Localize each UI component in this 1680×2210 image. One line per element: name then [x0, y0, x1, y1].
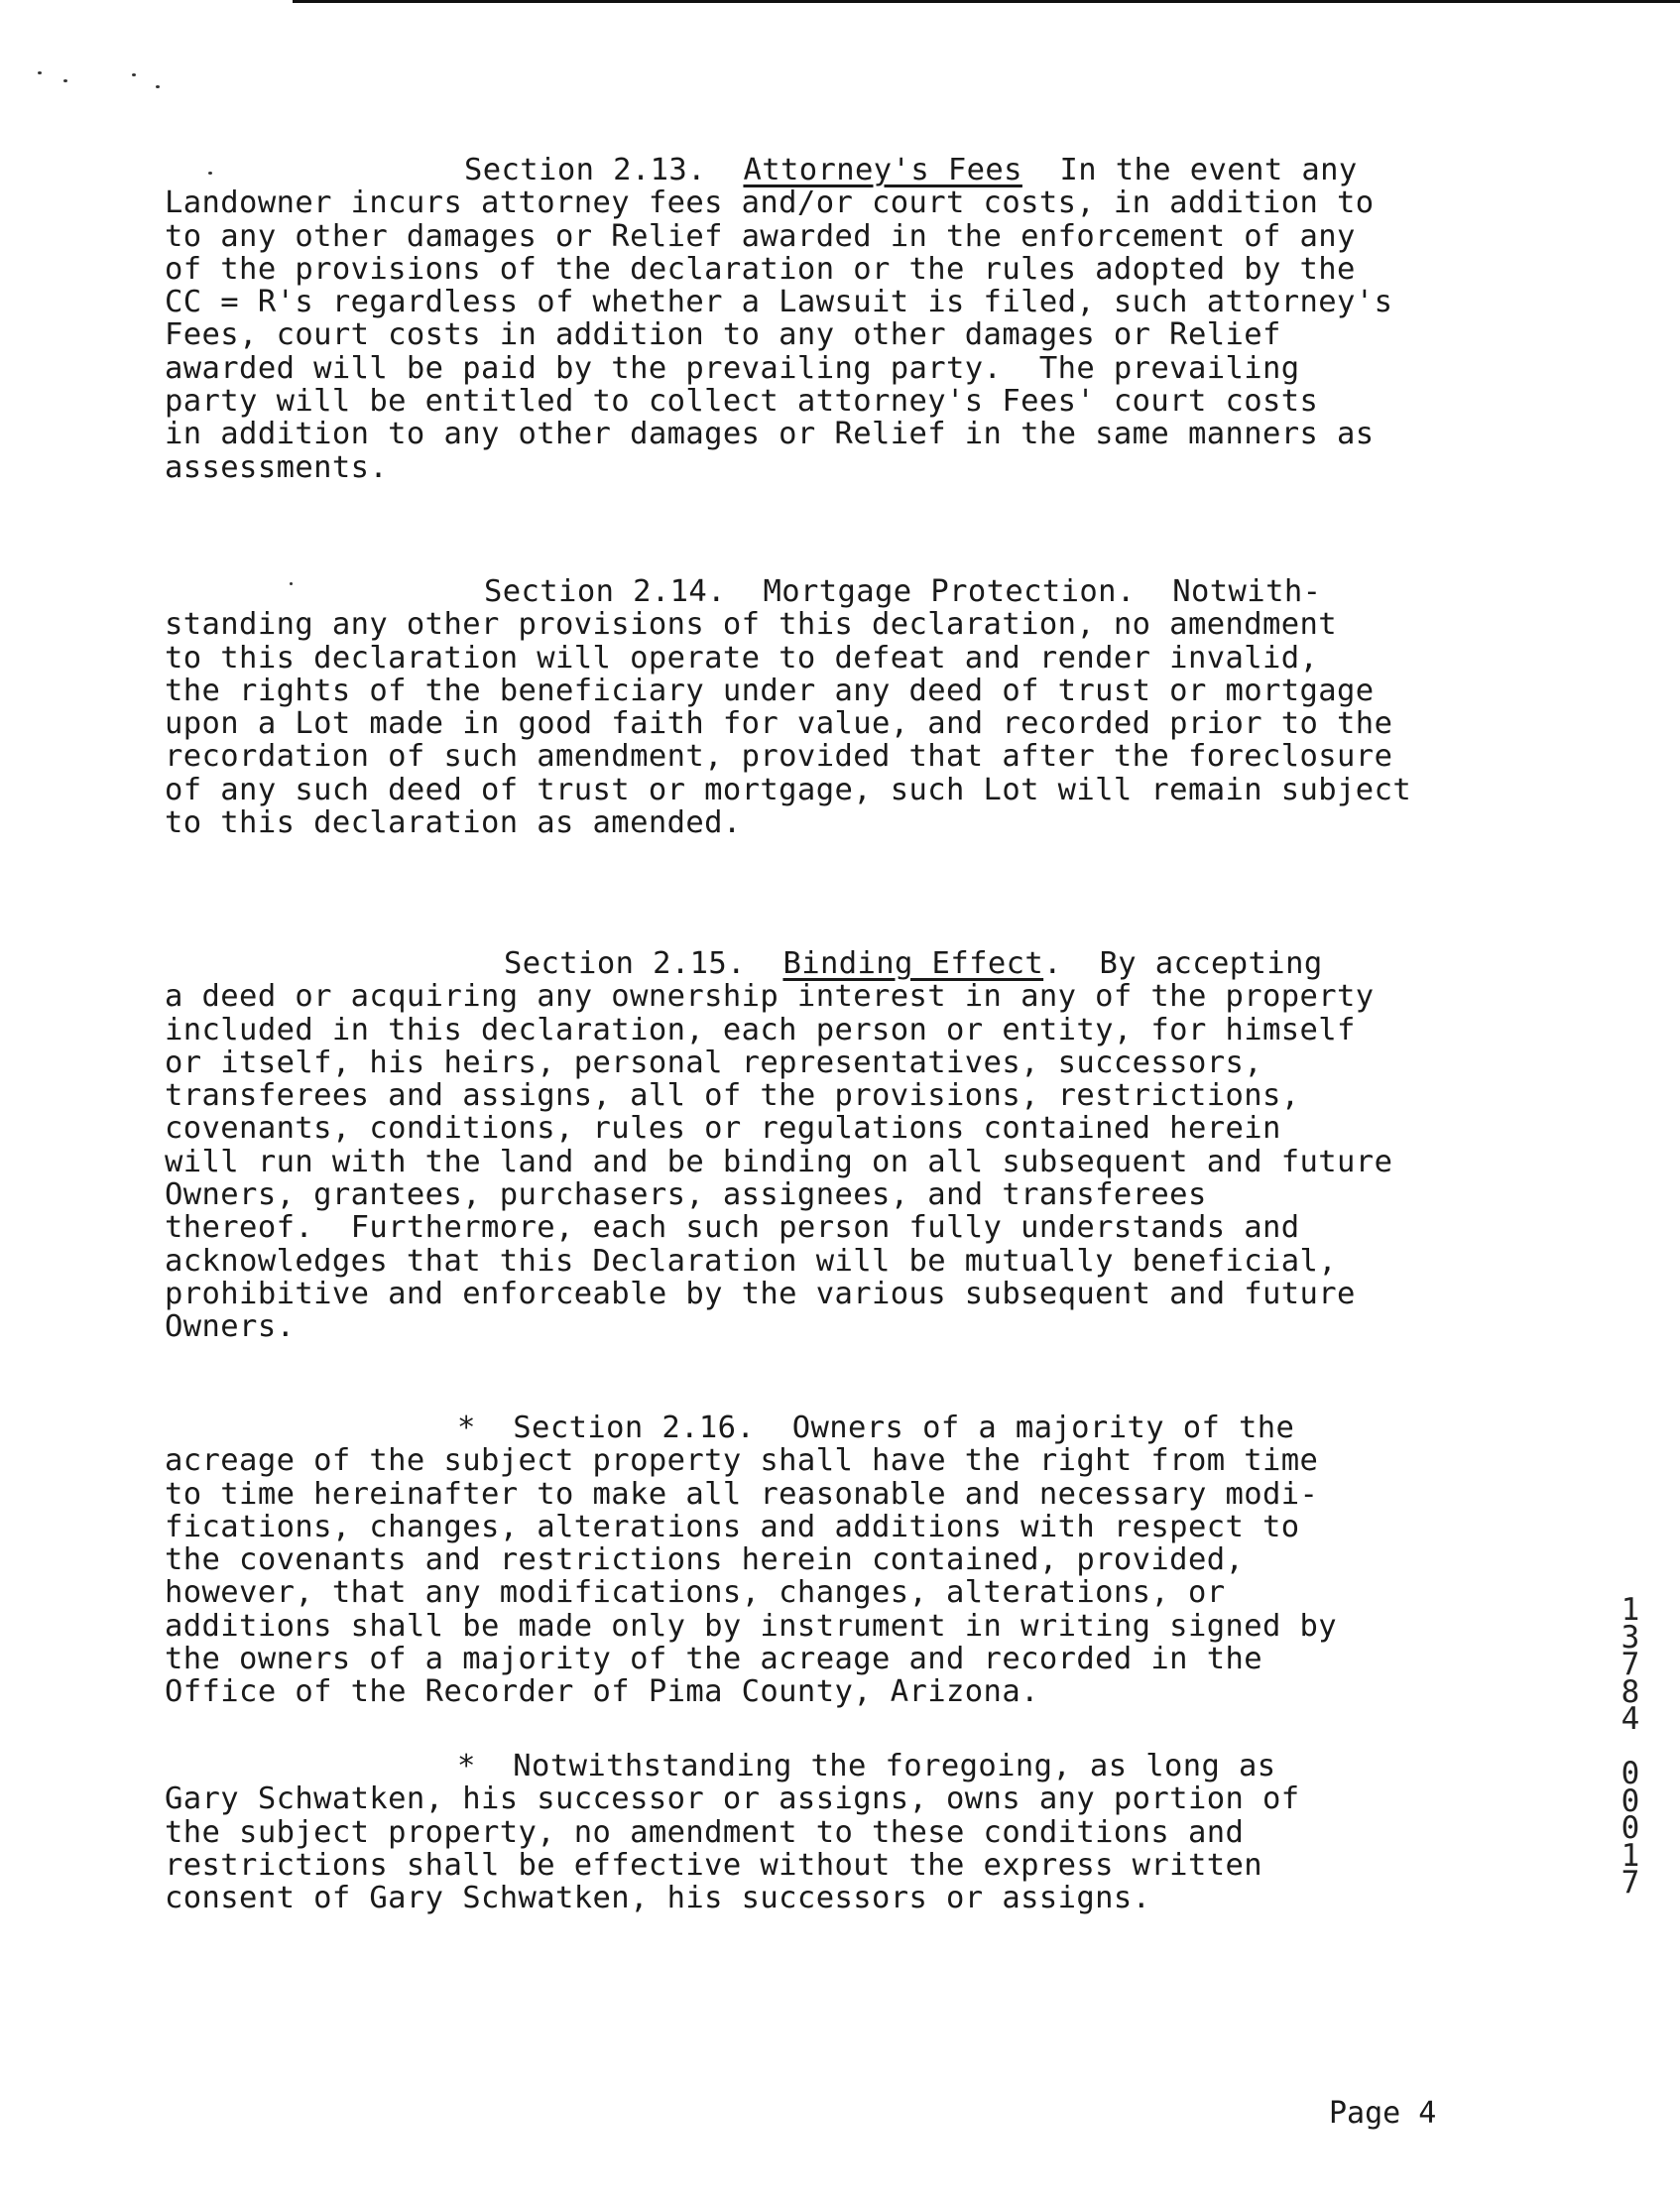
body-line: additions shall be made only by instrument in writing signed by [165, 1608, 1338, 1644]
body-line: recordation of such amendment, provided that after the foreclosure [165, 739, 1393, 775]
heading-continuation: By accepting [1099, 946, 1323, 981]
body-line: will run with the land and be binding on all subsequent and future [165, 1144, 1393, 1179]
section-heading-line [165, 575, 1533, 608]
body-line: awarded will be paid by the prevailing party. The prevailing [165, 350, 1300, 386]
section-heading-line [165, 1412, 1533, 1444]
body-line: fications, changes, alterations and additions with respect to [165, 1509, 1300, 1544]
body-line: the subject property, no amendment to these conditions and [165, 1814, 1245, 1850]
section-2-15 [165, 947, 1533, 1344]
section-number: Section 2.13. [464, 153, 706, 187]
body-line: Fees, court costs in addition to any other damages or Relief [165, 317, 1281, 353]
section-number: Section 2.14. [484, 574, 726, 609]
section-title: Mortgage Protection. [763, 574, 1136, 609]
body-line: or itself, his heirs, personal representatives, successors, [165, 1044, 1262, 1080]
body-line: standing any other provisions of this declaration, no amendment [165, 607, 1338, 643]
body-line: CC = R's regardless of whether a Lawsuit is filed, such attorney's [165, 285, 1393, 320]
body-line: the owners of a majority of the acreage and recorded in the [165, 1642, 1262, 1677]
body-line: included in this declaration, each person or entity, for himself [165, 1012, 1356, 1047]
body-line: covenants, conditions, rules or regulations contained herein [165, 1111, 1281, 1147]
body-line: a deed or acquiring any ownership interest in any of the property [165, 979, 1375, 1015]
body-line: the covenants and restrictions herein contained, provided, [165, 1542, 1245, 1578]
body-line: however, that any modifications, changes, alterations, or [165, 1575, 1226, 1611]
heading-continuation: Owners of a majority of the [791, 1411, 1295, 1445]
body-line: to this declaration as amended. [165, 805, 742, 841]
notwithstanding-paragraph [165, 1750, 1533, 1914]
section-heading-line: Section 2.15. Binding Effect. By accepting [504, 946, 1323, 981]
section-number: Section 2.15. [504, 946, 746, 981]
scan-speck [63, 79, 67, 82]
section-title: Binding Effect [782, 946, 1044, 981]
body-line: Office of the Recorder of Pima County, Arizona. [165, 1674, 1039, 1710]
section-2-16 [165, 1412, 1533, 1709]
body-line: in addition to any other damages or Relief in the same manners as [165, 417, 1375, 452]
body-line: assessments. [165, 449, 389, 485]
page-number: Page 4 [1329, 2096, 1437, 2131]
body-line: to time hereinafter to make all reasonable and necessary modi- [165, 1476, 1319, 1512]
body-line: acknowledges that this Declaration will be mutually beneficial, [165, 1243, 1338, 1279]
body-line: Landowner incurs attorney fees and/or court costs, in addition to [165, 185, 1375, 221]
body-line: prohibitive and enforceable by the various subsequent and future [165, 1276, 1356, 1311]
body-line: upon a Lot made in good faith for value, and recorded prior to the [165, 706, 1393, 742]
heading-continuation: Notwith- [1172, 574, 1322, 609]
heading-continuation: In the event any [1059, 153, 1358, 187]
body-line: transferees and assigns, all of the provisions, restrictions, [165, 1078, 1300, 1114]
body-line: party will be entitled to collect attorney's Fees' court costs [165, 384, 1319, 420]
body-line: Owners, grantees, purchasers, assignees, and transferees [165, 1177, 1207, 1213]
scan-speck [156, 85, 160, 88]
body-line: the rights of the beneficiary under any deed of trust or mortgage [165, 673, 1375, 708]
scan-speck [132, 73, 136, 76]
body-line: Owners. [165, 1309, 296, 1345]
paragraph-heading-line [165, 1750, 1533, 1782]
section-2-14 [165, 575, 1533, 839]
paragraph-lead: * Notwithstanding the foregoing, as long as [457, 1749, 1276, 1783]
body-line: to any other damages or Relief awarded in the enforcement of any [165, 218, 1356, 254]
recording-number-vertical: 1 3 7 8 4 0 0 0 1 7 [1620, 1592, 1640, 1901]
body-line: restrictions shall be effective without the express written [165, 1847, 1262, 1883]
body-line: of the provisions of the declaration or the rules adopted by the [165, 251, 1356, 287]
body-line: thereof. Furthermore, each such person fully understands and [165, 1210, 1300, 1246]
body-line: consent of Gary Schwatken, his successors or assigns. [165, 1881, 1151, 1916]
body-line: of any such deed of trust or mortgage, such Lot will remain subject [165, 772, 1412, 807]
body-line: to this declaration will operate to defeat and render invalid, [165, 640, 1319, 675]
body-line: acreage of the subject property shall have the right from time [165, 1443, 1319, 1479]
section-heading-line [165, 154, 1533, 186]
section-2-13 [165, 154, 1533, 484]
section-title: Attorney's Fees [743, 153, 1022, 187]
body-line: Gary Schwatken, his successor or assigns, owns any portion of [165, 1781, 1300, 1817]
section-number: * Section 2.16. [457, 1411, 756, 1445]
top-scan-rule [293, 0, 1680, 3]
scan-speck [38, 71, 42, 74]
